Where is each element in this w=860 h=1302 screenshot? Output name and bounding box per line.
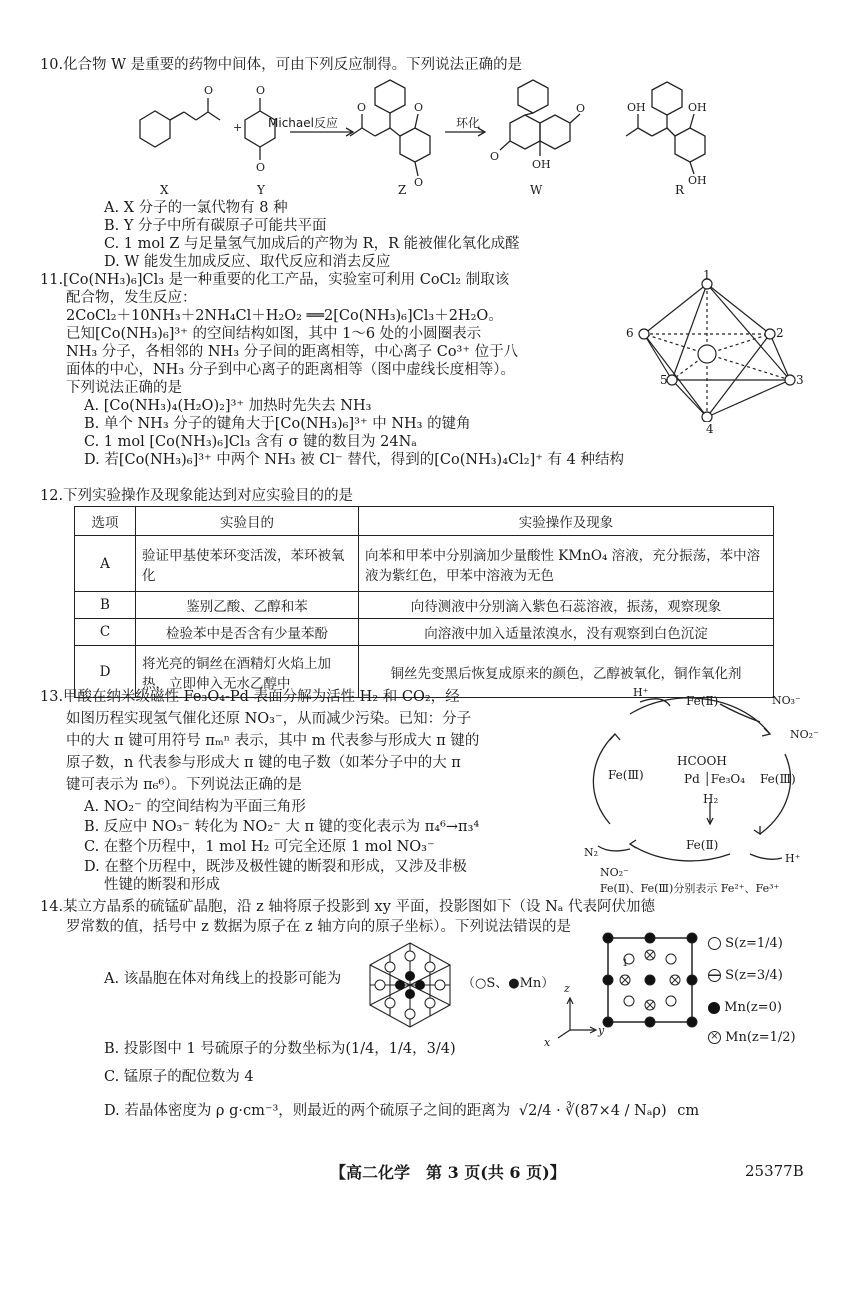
- h-plus-top: H⁺: [633, 686, 649, 699]
- octahedron-diagram: [632, 272, 812, 422]
- option-d-unit: cm: [677, 1103, 700, 1119]
- q10-option-d: D. W 能发生加成反应、取代反应和消去反应: [104, 254, 391, 270]
- q11-line-1: 11.[Co(NH₃)₆]Cl₃ 是一种重要的化工产品，实验室可利用 CoCl₂ 制取该: [40, 272, 510, 288]
- header-option: 选项: [75, 507, 136, 536]
- q10-option-a: A. X 分子的一氯代物有 8 种: [104, 200, 288, 216]
- h2-label: H₂: [703, 792, 719, 806]
- table-row: [75, 592, 774, 619]
- row-operation: 向待测液中分别滴入紫色石蕊溶液，振荡，观察现象: [359, 592, 774, 619]
- vertex-label-5: 5: [660, 373, 668, 387]
- vertex-label-4: 4: [706, 422, 714, 436]
- q13-line-3: 中的大 π 键可用符号 πₘⁿ 表示，其中 m 代表参与形成大 π 键的: [66, 733, 480, 749]
- q13-line-2: 如图历程实现氢气催化还原 NO₃⁻，从而减少污染。已知：分子: [66, 711, 472, 727]
- q10-option-b: B. Y 分子中所有碳原子可能共平面: [104, 218, 327, 234]
- legend-mn-zero: [708, 1000, 782, 1015]
- table-row: [75, 619, 774, 646]
- svg-text:O: O: [357, 101, 367, 114]
- legend-mn-half: × Mn(z=1/2): [708, 1030, 796, 1045]
- legend-mn-half-text: Mn(z=1/2): [725, 1030, 796, 1045]
- row-option: D: [75, 646, 136, 698]
- atom-1-label: 1: [622, 958, 629, 969]
- compound-label-r: R: [675, 183, 685, 197]
- q11-option-b: B. 单个 NH₃ 分子的键角大于[Co(NH₃)₆]³⁺ 中 NH₃ 的键角: [84, 416, 471, 432]
- q13-option-a: A. NO₂⁻ 的空间结构为平面三角形: [84, 799, 306, 815]
- axis-y-label: y: [598, 1024, 605, 1037]
- cycle-caption: Fe(Ⅱ)、Fe(Ⅲ)分别表示 Fe²⁺、Fe³⁺: [600, 882, 780, 895]
- q13-option-d-cont: 性键的断裂和形成: [104, 877, 220, 893]
- vertex-label-6: 6: [626, 326, 634, 340]
- svg-text:OH: OH: [627, 101, 646, 114]
- svg-text:OH: OH: [532, 158, 551, 171]
- row-purpose: 验证甲基使苯环变活泼，苯环被氧化: [136, 536, 359, 592]
- fe3-left-label: Fe(Ⅲ): [608, 768, 644, 782]
- row-option: A: [75, 536, 136, 592]
- option-d-formula: √2/4 · ∛(87×4 / Nₐρ): [518, 1103, 667, 1119]
- svg-text:OH: OH: [688, 101, 707, 114]
- compound-label-z: Z: [398, 183, 407, 197]
- svg-text:O: O: [490, 150, 500, 163]
- q13-option-c: C. 在整个历程中，1 mol H₂ 可完全还原 1 mol NO₃⁻: [84, 839, 435, 855]
- hcooh-label: HCOOH: [677, 754, 727, 768]
- hexagon-projection-figure: [362, 940, 458, 1030]
- svg-text:O: O: [414, 101, 424, 114]
- row-operation: 铜丝先变黑后恢复成原来的颜色，乙醇被氧化，铜作氧化剂: [359, 646, 774, 698]
- no2-bottom-label: NO₂⁻: [600, 866, 629, 879]
- row-option: C: [75, 619, 136, 646]
- q10-stem: 10.化合物 W 是重要的药物中间体，可由下列反应制得。下列说法正确的是: [40, 57, 523, 73]
- table-header-row: [75, 507, 774, 536]
- q10-reaction-scheme: [100, 78, 740, 200]
- experiment-table: [74, 506, 774, 698]
- no3-top-label: NO₃⁻: [772, 694, 801, 707]
- legend-s-quarter-text: S(z=1/4): [725, 936, 783, 951]
- compound-label-w: W: [530, 183, 543, 197]
- n2-label: N₂: [584, 846, 599, 859]
- legend-s-quarter: [708, 936, 783, 951]
- q13-line-1: 13.甲酸在纳米级磁性 Fe₃O₄-Pd 表面分解为活性 H₂ 和 CO₂，经: [40, 689, 460, 705]
- michael-reaction-label: Michael反应: [268, 116, 338, 130]
- q11-option-d: D. 若[Co(NH₃)₆]³⁺ 中两个 NH₃ 被 Cl⁻ 替代，得到的[Co(NH₃)₄Cl₂]⁺ 有 4 种结构: [84, 452, 624, 468]
- q11-line-5: NH₃ 分子，各相邻的 NH₃ 分子间的距离相等，中心离子 Co³⁺ 位于八: [66, 344, 519, 360]
- q14-option-c: C. 锰原子的配位数为 4: [104, 1069, 254, 1085]
- q14-option-a: A. 该晶胞在体对角线上的投影可能为: [104, 971, 342, 987]
- q13-option-b: B. 反应中 NO₃⁻ 转化为 NO₂⁻ 大 π 键的变化表示为 π₄⁶→π₃⁴: [84, 819, 480, 835]
- legend-mn-zero-text: Mn(z=0): [724, 1000, 782, 1015]
- q11-line-4: 已知[Co(NH₃)₆]³⁺ 的空间结构如图，其中 1～6 处的小圆圈表示: [66, 326, 482, 342]
- legend-s-three-quarter-text: S(z=3/4): [725, 968, 783, 983]
- svg-text:OH: OH: [688, 174, 707, 187]
- fe2-bottom-label: Fe(Ⅱ): [686, 838, 719, 852]
- q12-stem: 12.下列实验操作及现象能达到对应实验目的的是: [40, 488, 354, 504]
- svg-text:O: O: [414, 176, 424, 189]
- q13-line-5: 键可表示为 π₆⁶）。下列说法正确的是: [66, 777, 303, 793]
- q11-line-3: 2CoCl₂＋10NH₃＋2NH₄Cl＋H₂O₂ ══2[Co(NH₃)₆]Cl₃＋2H₂O。: [66, 308, 503, 324]
- row-purpose: 检验苯中是否含有少量苯酚: [136, 619, 359, 646]
- fe2-top-label: Fe(Ⅱ): [686, 694, 719, 708]
- header-operation: 实验操作及现象: [359, 507, 774, 536]
- row-option: B: [75, 592, 136, 619]
- row-operation: 向溶液中加入适量浓溴水，没有观察到白色沉淀: [359, 619, 774, 646]
- axis-z-label: z: [564, 982, 570, 995]
- compound-label-y: Y: [257, 183, 265, 197]
- q11-line-7: 下列说法正确的是: [66, 380, 182, 396]
- no2-right-label: NO₂⁻: [790, 728, 819, 741]
- table-row: [75, 536, 774, 592]
- vertex-label-2: 2: [776, 326, 784, 340]
- fe3-right-label: Fe(Ⅲ): [760, 772, 796, 786]
- compound-label-x: X: [160, 183, 169, 197]
- header-purpose: 实验目的: [136, 507, 359, 536]
- q14-line-2: 罗常数的值，括号中 z 数据为原子在 z 轴方向的原子坐标）。下列说法错误的是: [66, 919, 571, 935]
- q11-option-a: A. [Co(NH₃)₄(H₂O)₂]³⁺ 加热时先失去 NH₃: [84, 398, 372, 414]
- q13-option-d: D. 在整个历程中，既涉及极性键的断裂和形成，又涉及非极: [84, 859, 467, 875]
- h-plus-right: H⁺: [785, 852, 801, 865]
- svg-text:O: O: [256, 84, 266, 97]
- option-d-prefix: D. 若晶体密度为 ρ g·cm⁻³，则最近的两个硫原子之间的距离为: [104, 1103, 511, 1119]
- vertex-label-3: 3: [796, 373, 804, 387]
- q13-line-4: 原子数，n 代表参与形成大 π 键的电子数（如苯分子中的大 π: [66, 755, 461, 771]
- row-operation: 向苯和甲苯中分别滴加少量酸性 KMnO₄ 溶液，充分振荡，苯中溶液为紫红色，甲苯中溶液为无色: [359, 536, 774, 592]
- row-purpose: 将光亮的铜丝在酒精灯火焰上加热，立即伸入无水乙醇中: [136, 646, 359, 698]
- q14-option-d: [104, 1102, 699, 1120]
- svg-text:+: +: [233, 121, 243, 134]
- q11-line-2: 配合物，发生反应：: [66, 290, 197, 306]
- row-purpose: 鉴别乙酸、乙醇和苯: [136, 592, 359, 619]
- axis-x-label: x: [544, 1036, 551, 1049]
- q11-option-c: C. 1 mol [Co(NH₃)₆]Cl₃ 含有 σ 键的数目为 24Nₐ: [84, 434, 417, 450]
- q14-option-b: B. 投影图中 1 号硫原子的分数坐标为(1/4，1/4，3/4): [104, 1041, 456, 1057]
- svg-text:O: O: [204, 84, 214, 97]
- option-a-legend: （○S、●Mn）: [462, 976, 555, 991]
- q14-line-1: 14.某立方晶系的硫锰矿晶胞，沿 z 轴将原子投影到 xy 平面，投影图如下（设 Nₐ 代表阿伏加德: [40, 899, 656, 915]
- pd-fe3o4-label: Pd │Fe₃O₄: [684, 772, 746, 786]
- page-footer-title: 【高二化学 第 3 页(共 6 页)】: [330, 1163, 566, 1182]
- svg-text:O: O: [576, 102, 586, 115]
- vertex-label-1: 1: [703, 268, 711, 282]
- svg-text:O: O: [256, 161, 266, 174]
- q11-line-6: 面体的中心，NH₃ 分子到中心离子的距离相等（图中虚线长度相等）。: [66, 362, 516, 378]
- q10-option-c: C. 1 mol Z 与足量氢气加成后的产物为 R，R 能被催化氧化成醛: [104, 236, 520, 252]
- cyclization-label: 环化: [456, 116, 481, 130]
- legend-s-three-quarter: [708, 968, 783, 983]
- paper-code: 25377B: [745, 1162, 804, 1180]
